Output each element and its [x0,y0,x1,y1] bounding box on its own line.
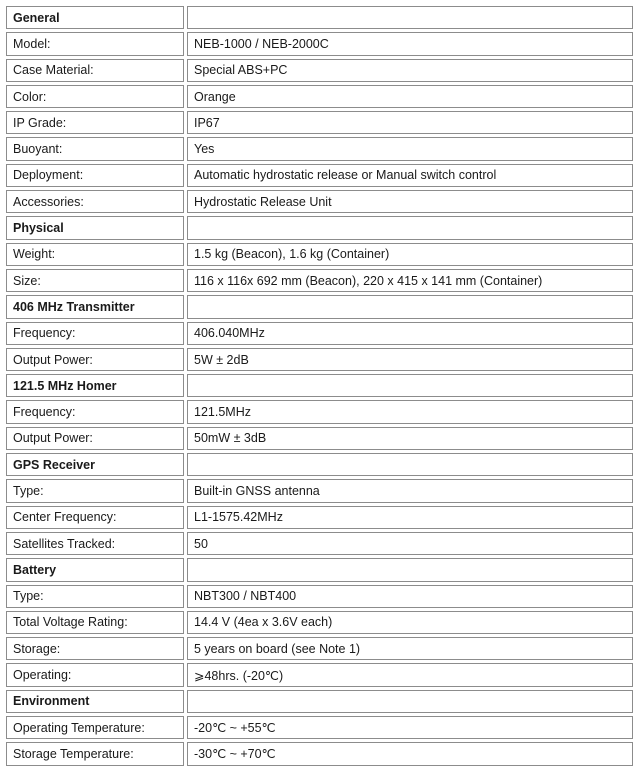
section-title: Physical [6,216,184,239]
spec-row [6,532,633,555]
section-header-row [6,216,633,239]
section-blank-cell [187,374,633,397]
section-blank-cell [187,453,633,476]
spec-value: IP67 [187,111,633,134]
spec-value: 406.040MHz [187,322,633,345]
spec-row [6,322,633,345]
spec-row [6,348,633,371]
spec-label: Output Power: [6,348,184,371]
section-blank-cell [187,690,633,713]
section-title: Battery [6,558,184,581]
section-header-row [6,690,633,713]
spec-row [6,663,633,686]
spec-label: Satellites Tracked: [6,532,184,555]
spec-label: Accessories: [6,190,184,213]
spec-label: Type: [6,479,184,502]
spec-row [6,506,633,529]
section-header-row [6,558,633,581]
spec-value: -20℃ ~ +55℃ [187,716,633,739]
spec-label: Frequency: [6,322,184,345]
spec-label: IP Grade: [6,111,184,134]
spec-row [6,427,633,450]
spec-label: Operating Temperature: [6,716,184,739]
spec-value: NEB-1000 / NEB-2000C [187,32,633,55]
spec-value: L1-1575.42MHz [187,506,633,529]
spec-label: Model: [6,32,184,55]
spec-value: -30℃ ~ +70℃ [187,742,633,765]
spec-row [6,716,633,739]
spec-label: Output Power: [6,427,184,450]
spec-value: Hydrostatic Release Unit [187,190,633,213]
spec-row [6,85,633,108]
spec-label: Center Frequency: [6,506,184,529]
spec-label: Storage Temperature: [6,742,184,765]
spec-label: Storage: [6,637,184,660]
section-blank-cell [187,216,633,239]
section-header-row [6,374,633,397]
spec-value: NBT300 / NBT400 [187,585,633,608]
spec-value: Orange [187,85,633,108]
spec-label: Frequency: [6,400,184,423]
spec-row [6,243,633,266]
section-header-row [6,295,633,318]
spec-value: Built-in GNSS antenna [187,479,633,502]
spec-row [6,585,633,608]
spec-table-body [6,6,633,766]
spec-row [6,111,633,134]
spec-label: Size: [6,269,184,292]
spec-value: 1.5 kg (Beacon), 1.6 kg (Container) [187,243,633,266]
spec-value: 116 x 116x 692 mm (Beacon), 220 x 415 x 141 mm (Container) [187,269,633,292]
spec-value: ⩾48hrs. (-20℃) [187,663,633,686]
section-blank-cell [187,295,633,318]
spec-row [6,190,633,213]
section-blank-cell [187,558,633,581]
section-header-row [6,6,633,29]
spec-value: 50 [187,532,633,555]
spec-label: Operating: [6,663,184,686]
spec-label: Type: [6,585,184,608]
section-title: 121.5 MHz Homer [6,374,184,397]
spec-value: 5 years on board (see Note 1) [187,637,633,660]
spec-row [6,59,633,82]
spec-row [6,637,633,660]
spec-label: Buoyant: [6,137,184,160]
spec-row [6,164,633,187]
spec-row [6,479,633,502]
spec-label: Total Voltage Rating: [6,611,184,634]
spec-label: Color: [6,85,184,108]
section-header-row [6,453,633,476]
spec-value: 5W ± 2dB [187,348,633,371]
spec-row [6,269,633,292]
spec-value: Special ABS+PC [187,59,633,82]
section-title: 406 MHz Transmitter [6,295,184,318]
section-blank-cell [187,6,633,29]
spec-label: Weight: [6,243,184,266]
spec-value: 50mW ± 3dB [187,427,633,450]
spec-row [6,32,633,55]
spec-value: 14.4 V (4ea x 3.6V each) [187,611,633,634]
spec-row [6,611,633,634]
spec-value: Automatic hydrostatic release or Manual switch control [187,164,633,187]
section-title: General [6,6,184,29]
spec-value: Yes [187,137,633,160]
spec-row [6,400,633,423]
spec-row [6,137,633,160]
spec-label: Deployment: [6,164,184,187]
section-title: GPS Receiver [6,453,184,476]
spec-row [6,742,633,765]
section-title: Environment [6,690,184,713]
spec-label: Case Material: [6,59,184,82]
spec-table [3,3,636,769]
spec-value: 121.5MHz [187,400,633,423]
